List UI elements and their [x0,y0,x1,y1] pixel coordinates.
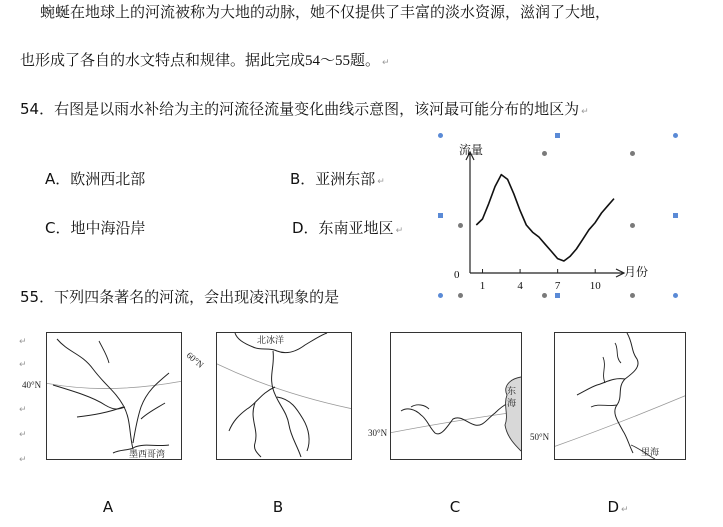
river-map-d-drawing [555,333,685,459]
map-d-name-text: D [607,498,619,516]
map-a-name: A [102,498,114,516]
selection-handle[interactable] [555,133,560,138]
paragraph-mark-icon: ↵ [19,337,27,347]
selection-handle[interactable] [630,151,635,156]
intro-line-1: 蜿蜒在地球上的河流被称为大地的动脉，她不仅提供了丰富的淡水资源，滋润了大地， [40,3,611,21]
q54-stem-text: 54．右图是以雨水补给为主的河流径流量变化曲线示意图，该河最可能分布的地区为 [20,100,580,118]
selection-handle[interactable] [673,293,678,298]
paragraph-mark-icon: ↵ [382,58,390,68]
river-map-a-drawing [47,333,181,459]
q54-option-b-label: B．亚洲东部 [290,170,376,188]
x-tick-label: 1 [479,280,486,292]
selection-handle[interactable] [673,133,678,138]
x-tick-label: 10 [589,280,601,292]
map-b-latitude-label: 60°N [184,350,206,370]
river-map-d[interactable] [554,332,686,460]
origin-label: 0 [454,269,460,281]
selection-handle[interactable] [438,133,443,138]
paragraph-mark-icon: ↵ [19,405,27,415]
intro-line-2-suffix: 题。 [350,51,381,69]
selection-handle[interactable] [542,293,547,298]
selection-handle[interactable] [458,223,463,228]
selection-handle[interactable] [438,293,443,298]
paragraph-mark-icon: ↵ [19,430,27,440]
runoff-series-line [476,175,614,261]
intro-question-range: 54～55 [305,53,351,69]
river-map-a[interactable] [46,332,182,460]
map-a-latitude-label: 40°N [22,380,42,390]
q54-option-d[interactable] [292,219,403,240]
q54-option-a[interactable]: A．欧洲西北部 [45,170,146,188]
paragraph-mark-icon: ↵ [377,177,385,187]
selection-handle[interactable] [555,293,560,298]
q54-option-c[interactable]: C．地中海沿岸 [45,219,146,237]
y-axis-label: 流量 [459,143,484,157]
q55-stem: 55．下列四条著名的河流，会出现凌汛现象的是 [20,288,340,306]
selection-handle[interactable] [630,223,635,228]
paragraph-mark-icon: ↵ [395,226,404,236]
map-a-place-label: 墨西哥湾 [129,449,166,459]
map-d-place-label: 里海 [641,447,660,457]
paragraph-mark-icon: ↵ [581,107,589,117]
map-d-latitude-label: 50°N [530,432,550,442]
river-map-b[interactable] [216,332,352,460]
q54-option-d-label: D．东南亚地区 [292,219,394,237]
runoff-chart-frame[interactable] [438,133,678,298]
x-axis-label: 月份 [624,265,649,279]
x-tick-label: 7 [554,280,561,292]
selection-handle[interactable] [458,293,463,298]
map-d-name [603,498,633,516]
selection-handle[interactable] [438,213,443,218]
paragraph-mark-icon: ↵ [19,360,27,370]
river-map-b-drawing [217,333,351,459]
intro-line-2 [20,51,390,72]
river-map-c-drawing [391,333,521,459]
q54-stem [20,100,589,121]
selection-handle[interactable] [630,293,635,298]
paragraph-mark-icon: ↵ [621,505,629,515]
map-c-place-label: 东 海 [507,386,517,408]
intro-line-2-text: 也形成了各自的水文特点和规律。据此完成 [20,51,306,69]
x-tick-label: 4 [517,280,523,292]
river-map-c[interactable] [390,332,522,460]
paragraph-mark-icon: ↵ [19,455,27,465]
selection-handle[interactable] [673,213,678,218]
runoff-chart [438,133,678,298]
selection-handle[interactable] [542,151,547,156]
map-b-name: B [272,498,284,516]
map-b-place-label: 北冰洋 [257,335,285,345]
map-c-name: C [449,498,461,516]
q54-option-b[interactable] [290,170,385,191]
map-c-latitude-label: 30°N [368,428,388,438]
